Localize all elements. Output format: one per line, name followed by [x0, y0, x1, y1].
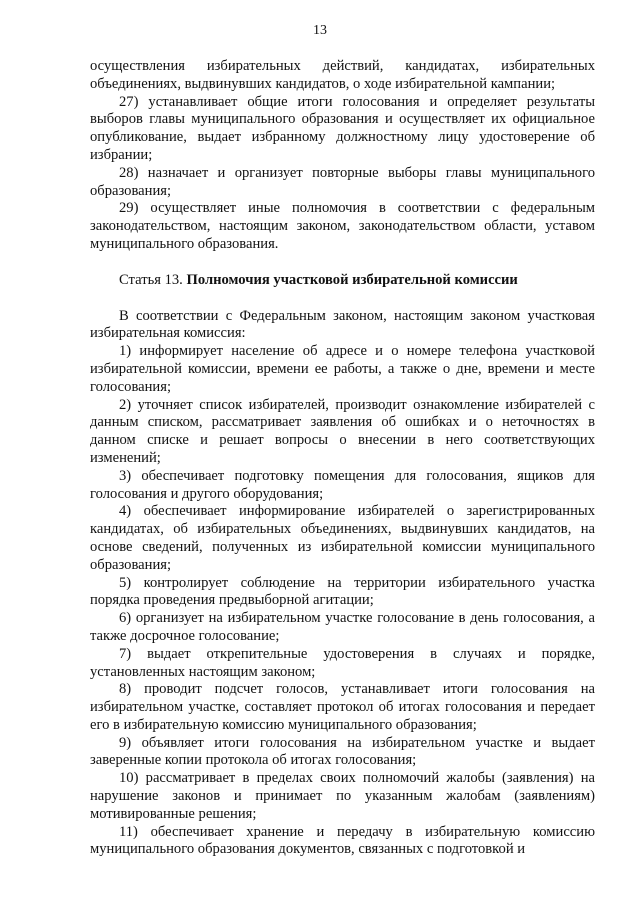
list-item: 3) обеспечивает подготовку помещения для голосования, ящиков для голосования и другого оборудования;: [90, 467, 595, 502]
list-item: 8) проводит подсчет голосов, устанавливает итоги голосования на избирательном участке, составляет протокол об итогах голосования и передает его в избирательную комиссию муниципального образования;: [90, 681, 595, 733]
list-item: 7) выдает открепительные удостоверения в случаях и порядке, установленных настоящим законом;: [90, 645, 595, 680]
list-item: 11) обеспечивает хранение и передачу в избирательную комиссию муниципального образования документов, связанных с подготовкой и: [90, 823, 595, 858]
page-number: 13: [313, 23, 327, 38]
list-item: 6) организует на избирательном участке голосование в день голосования, а также досрочное голосование;: [90, 610, 595, 644]
article-number: Статья 13.: [119, 271, 187, 288]
intro-paragraph: В соответствии с Федеральным законом, настоящим законом участковая избирательная комиссия:: [90, 307, 595, 342]
continuation-paragraph: осуществления избирательных действий, кандидатах, избирательных объединениях, выдвинувших кандидатов, о ходе избирательной кампании;: [90, 58, 595, 92]
list-item: 28) назначает и организует повторные выборы главы муниципального образования;: [90, 164, 595, 199]
article-heading: [90, 272, 595, 290]
list-item: 1) информирует население об адресе и о номере телефона участковой избирательной комиссии, времени ее работы, а также о дне, времени и месте голосования;: [90, 343, 595, 395]
list-item: 4) обеспечивает информирование избирателей о зарегистрированных кандидатах, об избирательных объединениях, выдвинувших кандидатов, на основе сведений, полученных из избирательной комиссии муниципального образования;: [90, 503, 595, 573]
list-item: 29) осуществляет иные полномочия в соответствии с федеральным законодательством, настоящим законом, законодательством области, уставом муниципального образования.: [90, 200, 595, 252]
list-item: 10) рассматривает в пределах своих полномочий жалобы (заявления) на нарушение законов и принимает по указанным жалобам (заявлениям) мотивированные решения;: [90, 770, 595, 822]
document-body: [90, 58, 595, 859]
list-item: 9) объявляет итоги голосования на избирательном участке и выдает заверенные копии протокола об итогах голосования;: [90, 734, 595, 769]
list-item: 27) устанавливает общие итоги голосования и определяет результаты выборов главы муниципального образования и осуществляет их официальное опубликование, выдает избранному должностному лицу удостоверение об избрании;: [90, 93, 595, 163]
list-item: 2) уточняет список избирателей, производит ознакомление избирателей с данным списком, рассматривает заявления об ошибках и о неточностях в данном списке и решает вопросы о внесении в него соответствующих изменений;: [90, 396, 595, 466]
article-title: Полномочия участковой избирательной комиссии: [186, 271, 518, 288]
list-item: 5) контролирует соблюдение на территории избирательного участка порядка проведения предвыборной агитации;: [90, 574, 595, 609]
